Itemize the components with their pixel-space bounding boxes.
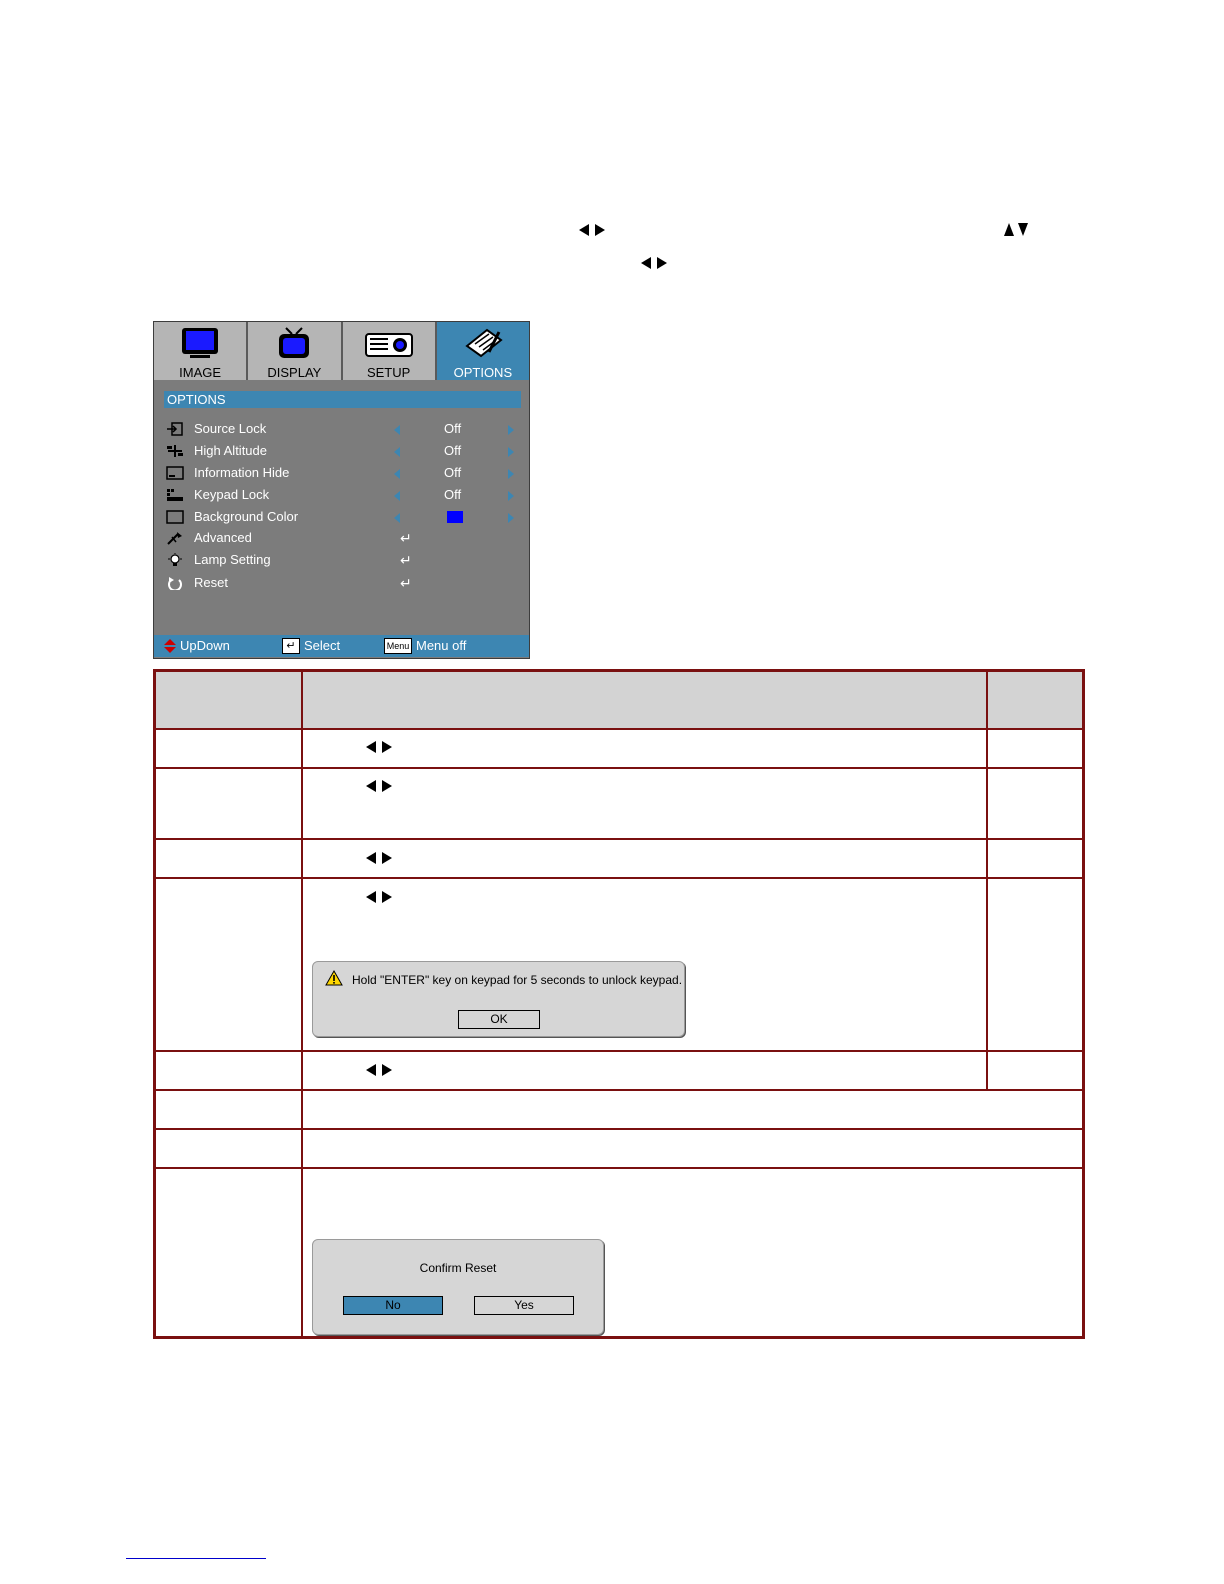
footer-select-label: Select	[304, 638, 341, 653]
menu-item-lamp-setting[interactable]	[166, 551, 526, 571]
menu-item-value: Off	[444, 443, 462, 458]
enter-icon[interactable]: ↵	[400, 552, 412, 568]
menu-item-label: Background Color	[194, 509, 299, 524]
osd-menu	[153, 321, 530, 659]
updown-icon	[164, 639, 176, 653]
menu-item-label: Source Lock	[194, 421, 267, 436]
enter-icon[interactable]: ↵	[400, 530, 412, 546]
options-table	[153, 669, 1085, 1339]
tv-icon	[274, 326, 314, 360]
left-arrow-icon[interactable]	[394, 425, 400, 435]
lamp-icon	[166, 553, 184, 567]
monitor-icon	[180, 326, 220, 360]
confirm-reset-dialog	[312, 1239, 604, 1335]
left-arrow-icon[interactable]	[394, 447, 400, 457]
menu-item-label: High Altitude	[194, 443, 267, 458]
right-arrow-icon[interactable]	[508, 491, 514, 501]
tab-label: DISPLAY	[267, 365, 322, 380]
left-right-arrows-icon	[366, 891, 392, 903]
background-color-icon	[166, 510, 184, 524]
tab-label: IMAGE	[179, 365, 222, 380]
advanced-icon	[166, 531, 184, 545]
menu-item-source-lock[interactable]	[166, 420, 526, 440]
source-lock-icon	[166, 422, 184, 436]
right-arrow-icon[interactable]	[508, 513, 514, 523]
left-right-arrows-icon	[366, 852, 392, 864]
menu-key-icon: Menu	[384, 638, 412, 654]
left-arrow-icon[interactable]	[394, 513, 400, 523]
menu-item-label: Information Hide	[194, 465, 290, 480]
options-notepad-icon	[461, 326, 505, 360]
tab-label: OPTIONS	[453, 365, 513, 380]
osd-page-title: OPTIONS	[164, 391, 521, 408]
background-color-swatch	[447, 511, 463, 523]
left-right-arrows-icon	[579, 224, 605, 236]
left-arrow-icon[interactable]	[394, 491, 400, 501]
menu-item-high-altitude[interactable]	[166, 442, 526, 462]
keypad-unlock-dialog	[312, 961, 685, 1037]
dialog-message: Hold "ENTER" key on keypad for 5 seconds to unlock keypad.	[352, 973, 683, 987]
no-button[interactable]: No	[343, 1296, 443, 1315]
menu-item-label: Lamp Setting	[194, 552, 271, 567]
menu-item-value: Off	[444, 465, 462, 480]
left-right-arrows-icon	[366, 1064, 392, 1076]
tab-image[interactable]	[154, 322, 248, 380]
menu-item-label: Keypad Lock	[194, 487, 270, 502]
enter-icon[interactable]: ↵	[400, 575, 412, 591]
tab-label: SETUP	[366, 365, 411, 380]
menu-item-background-color[interactable]	[166, 508, 526, 528]
yes-button[interactable]: Yes	[474, 1296, 574, 1315]
right-arrow-icon[interactable]	[508, 425, 514, 435]
left-right-arrows-icon	[641, 257, 667, 269]
menu-item-label: Reset	[194, 575, 228, 590]
menu-item-value: Off	[444, 487, 462, 502]
keypad-icon	[166, 488, 184, 502]
right-arrow-icon[interactable]	[508, 469, 514, 479]
left-right-arrows-icon	[366, 741, 392, 753]
left-right-arrows-icon	[366, 780, 392, 792]
footer-menuoff-label: Menu off	[416, 638, 467, 653]
menu-item-value: Off	[444, 421, 462, 436]
tab-display[interactable]	[248, 322, 342, 380]
enter-key-icon: ↵	[282, 638, 300, 654]
up-down-arrows-icon	[1004, 223, 1028, 236]
right-arrow-icon[interactable]	[508, 447, 514, 457]
warning-icon	[325, 970, 343, 986]
menu-item-advanced[interactable]	[166, 529, 526, 549]
menu-item-keypad-lock[interactable]	[166, 486, 526, 506]
menu-item-label: Advanced	[194, 530, 252, 545]
dialog-title: Confirm Reset	[419, 1261, 497, 1275]
tab-options[interactable]	[437, 322, 529, 380]
info-hide-icon	[166, 466, 184, 480]
menu-item-information-hide[interactable]	[166, 464, 526, 484]
ok-button[interactable]: OK	[458, 1010, 540, 1029]
osd-tabs	[154, 322, 529, 380]
footer-updown-label: UpDown	[180, 638, 230, 653]
reset-icon	[166, 576, 184, 590]
fan-icon	[166, 444, 184, 458]
menu-item-reset[interactable]	[166, 574, 526, 594]
tab-setup[interactable]	[343, 322, 437, 380]
osd-footer	[154, 635, 529, 657]
table-header	[156, 672, 1082, 728]
footnote-rule	[126, 1558, 266, 1559]
left-arrow-icon[interactable]	[394, 469, 400, 479]
projector-icon	[364, 326, 414, 360]
